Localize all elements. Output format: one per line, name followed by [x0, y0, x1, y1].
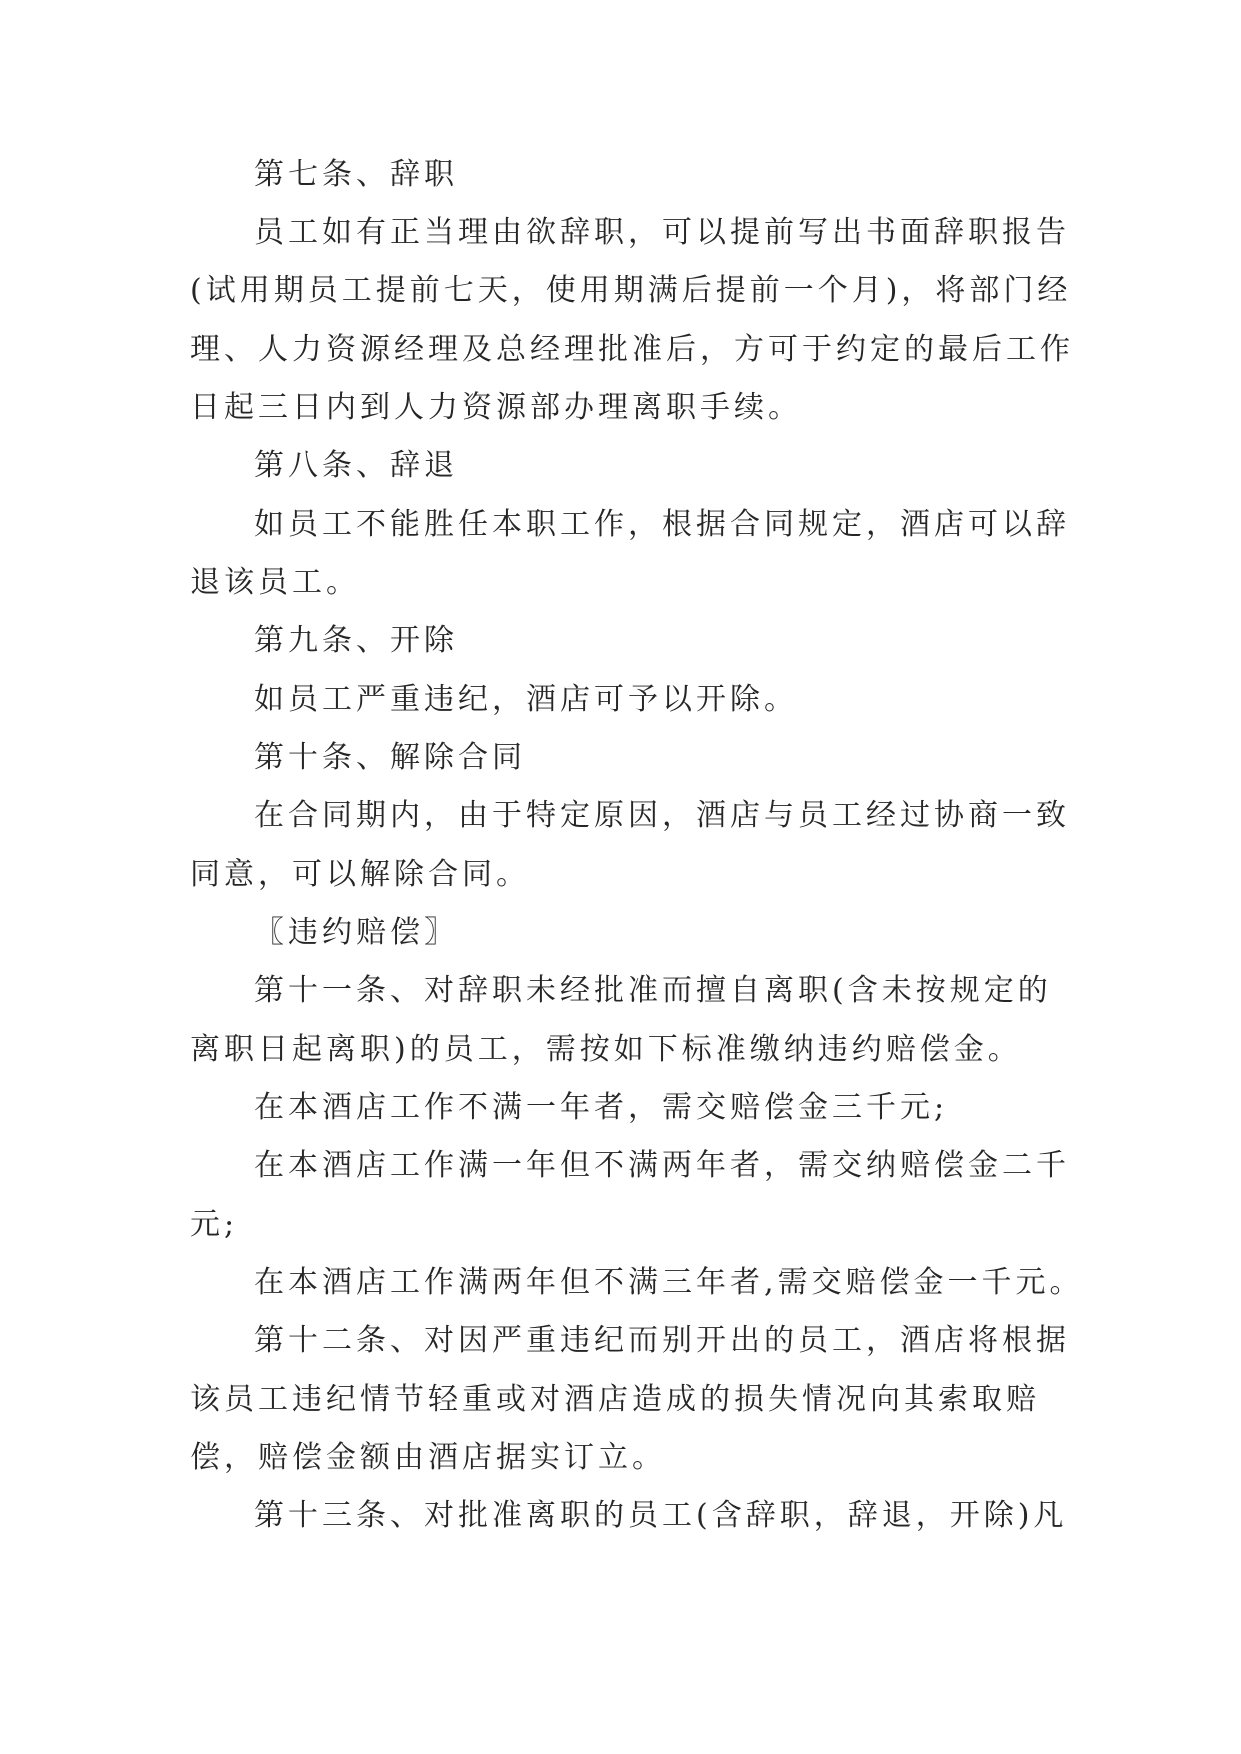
article-7-text-line-3: 理、人力资源经理及总经理批准后，方可于约定的最后工作	[190, 332, 1074, 367]
article-10-text-line-2: 同意，可以解除合同。	[190, 857, 530, 892]
article-8-heading: 第八条、辞退	[254, 448, 458, 483]
section-heading-compensation: 〖违约赔偿〗	[254, 915, 458, 950]
article-12-text-line-2: 该员工违纪情节轻重或对酒店造成的损失情况向其索取赔	[190, 1382, 1040, 1417]
article-10-text-line-1: 在合同期内，由于特定原因，酒店与员工经过协商一致	[254, 798, 1070, 833]
article-8-text-line-2: 退该员工。	[190, 565, 360, 600]
article-9-heading: 第九条、开除	[254, 623, 458, 658]
article-7-text-line-4: 日起三日内到人力资源部办理离职手续。	[190, 390, 802, 425]
article-7-text-line-2: (试用期员工提前七天，使用期满后提前一个月)，将部门经	[190, 273, 1072, 308]
compensation-rule-1: 在本酒店工作不满一年者，需交赔偿金三千元;	[254, 1090, 949, 1125]
article-10-heading: 第十条、解除合同	[254, 740, 526, 775]
article-11-text-line-2: 离职日起离职)的员工，需按如下标准缴纳违约赔偿金。	[190, 1032, 1022, 1067]
article-7-text-line-1: 员工如有正当理由欲辞职，可以提前写出书面辞职报告	[254, 215, 1070, 250]
article-7-heading: 第七条、辞职	[254, 157, 458, 192]
compensation-rule-2-line-1: 在本酒店工作满一年但不满两年者，需交纳赔偿金二千	[254, 1148, 1070, 1183]
article-8-text-line-1: 如员工不能胜任本职工作，根据合同规定，酒店可以辞	[254, 507, 1070, 542]
article-9-text-line-1: 如员工严重违纪，酒店可予以开除。	[254, 682, 798, 717]
article-12-text-line-3: 偿，赔偿金额由酒店据实订立。	[190, 1440, 666, 1475]
compensation-rule-3: 在本酒店工作满两年但不满三年者,需交赔偿金一千元。	[254, 1265, 1084, 1300]
article-11-text-line-1: 第十一条、对辞职未经批准而擅自离职(含未按规定的	[254, 973, 1052, 1008]
compensation-rule-2-line-2: 元;	[190, 1207, 239, 1242]
article-13-text-line-1: 第十三条、对批准离职的员工(含辞职，辞退，开除)凡	[254, 1498, 1068, 1533]
article-12-text-line-1: 第十二条、对因严重违纪而别开出的员工，酒店将根据	[254, 1323, 1070, 1358]
